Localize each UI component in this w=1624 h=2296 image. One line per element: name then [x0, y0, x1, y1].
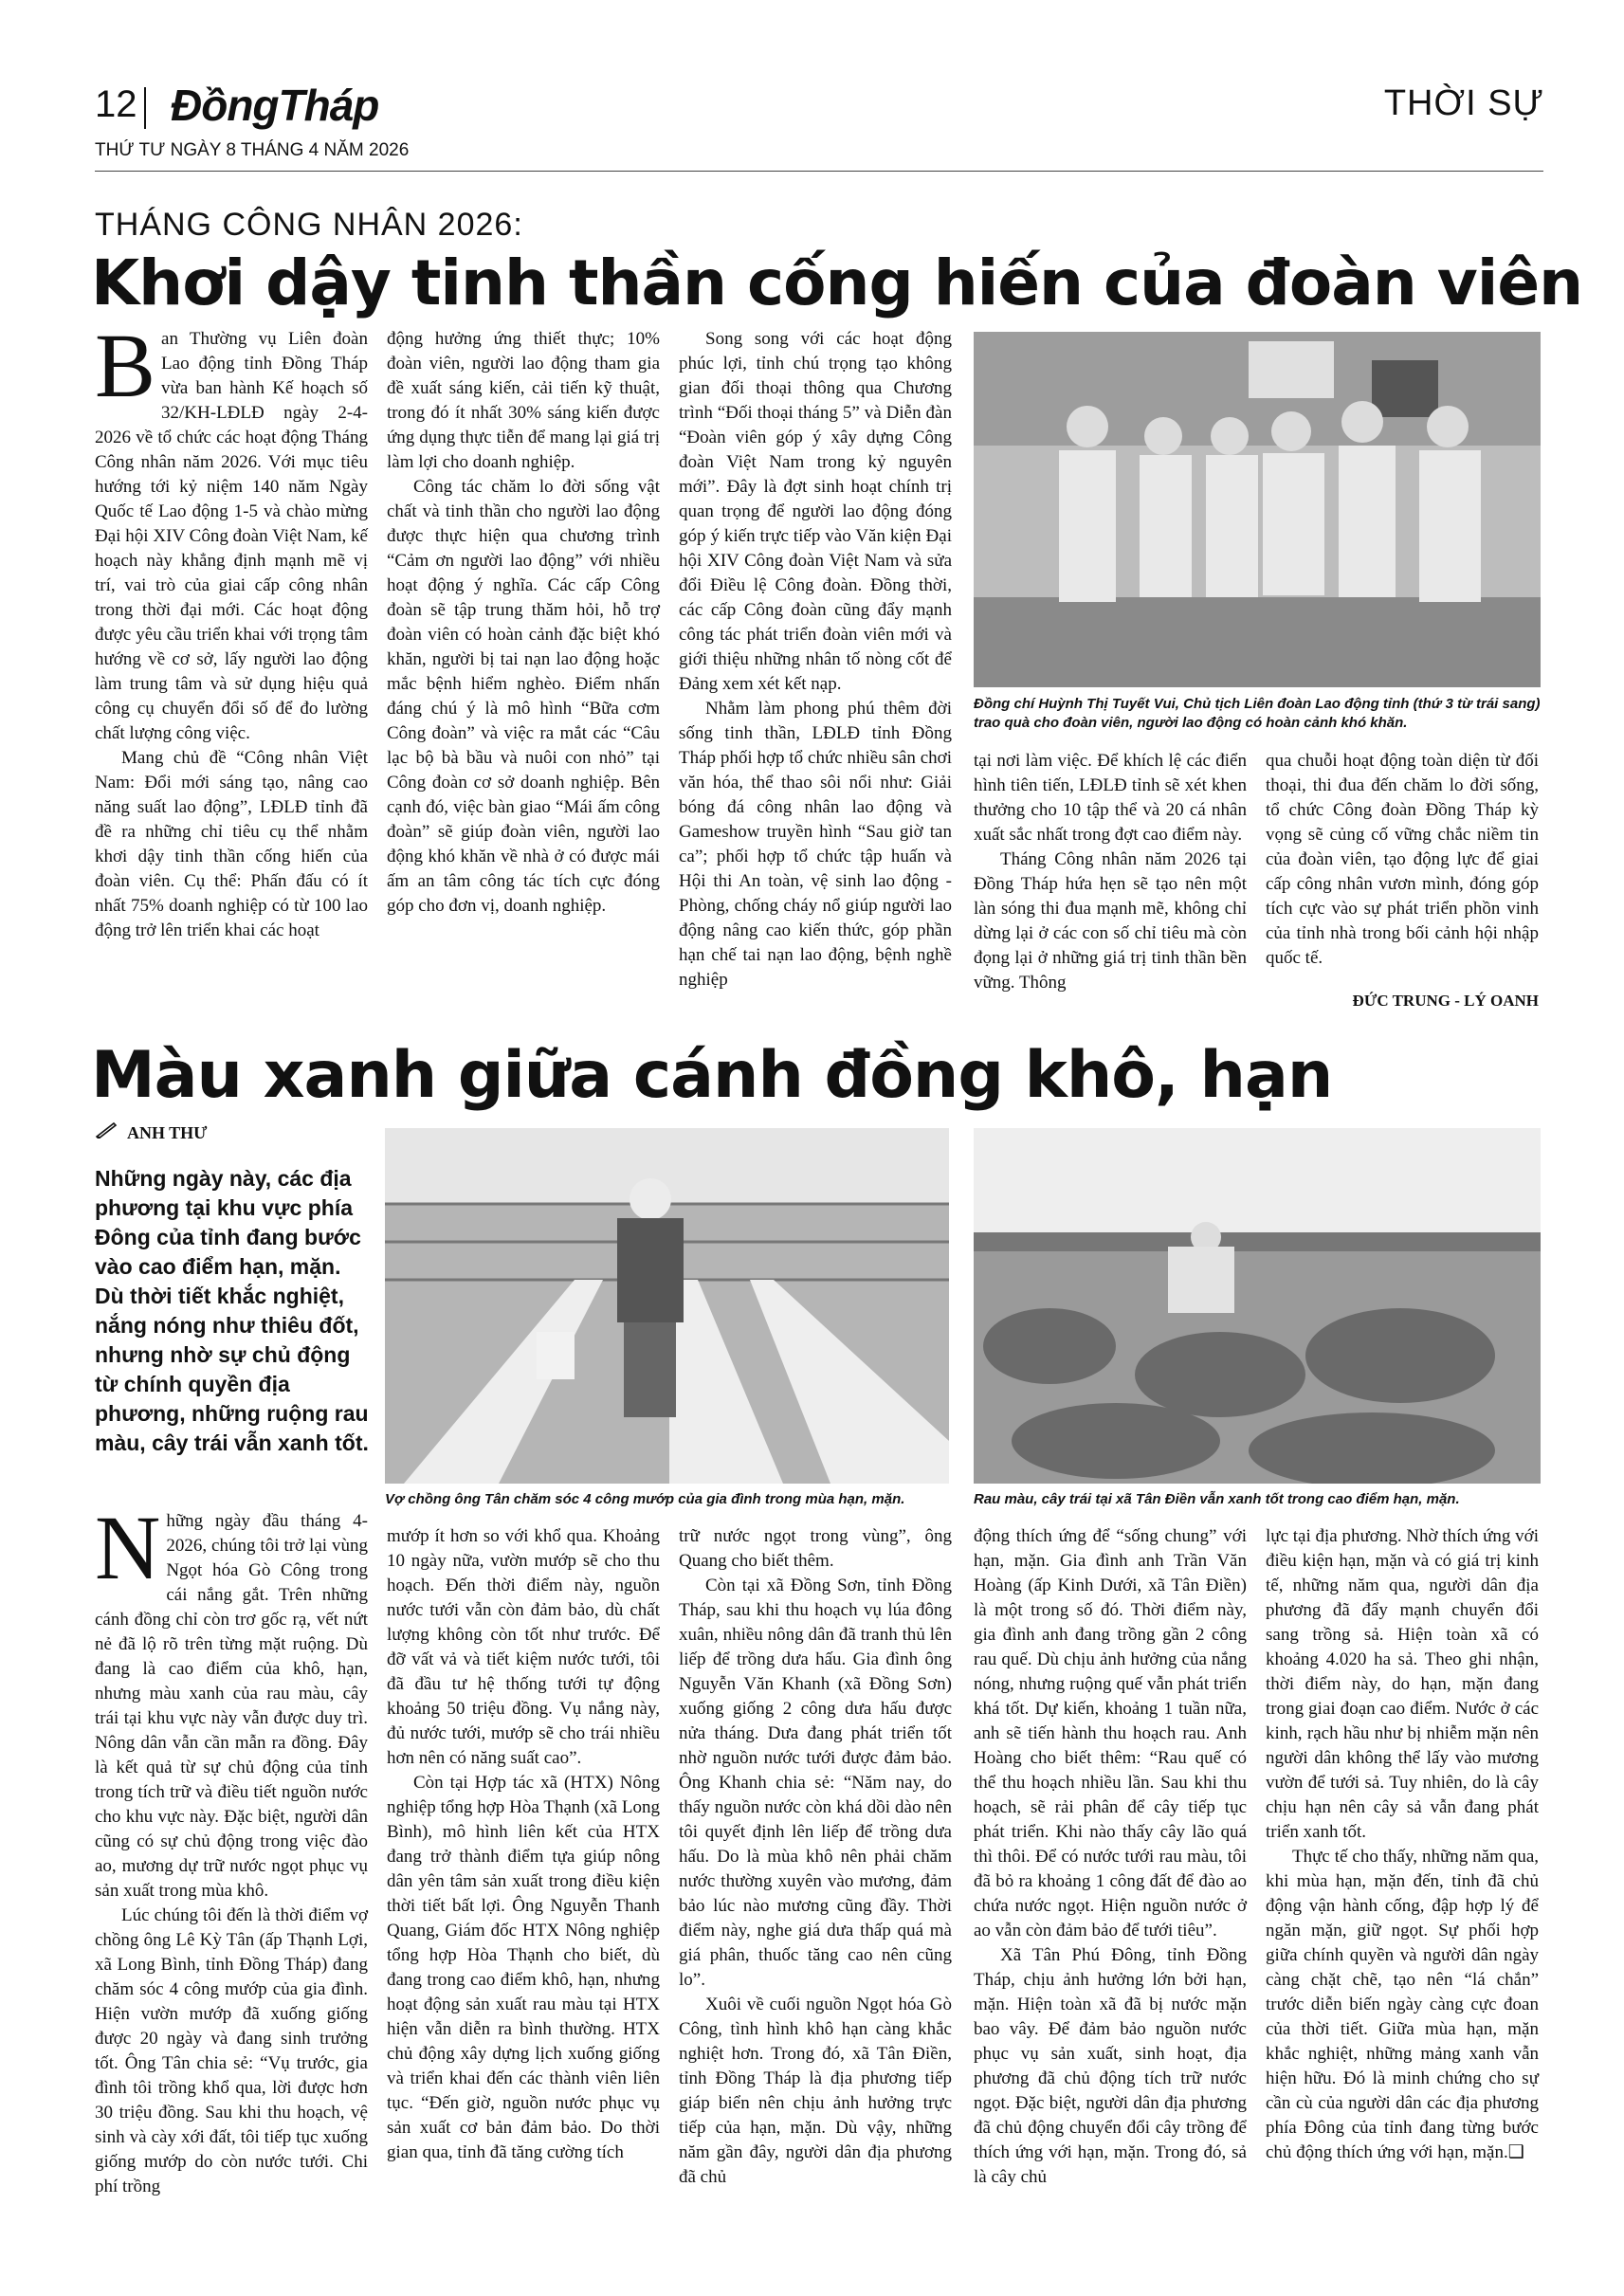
article2-photo-1: [385, 1128, 949, 1484]
paragraph: mướp ít hơn so với khổ qua. Khoảng 10 ngày nữa, vườn mướp sẽ cho thu hoạch. Đến thời điểm này, nguồn nước tưới vẫn còn đảm bảo, dù chất lượng không còn tốt như trước. Để đỡ vất vả và tiết kiệm nước tưới, tôi đã đầu tư hệ thống tưới tự động khoảng 50 triệu đồng. Vụ nắng này, đủ nước tưới, mướp sẽ cho trái nhiều hơn nên có năng suất cao”.: [387, 1526, 660, 1768]
article2-author: [95, 1121, 208, 1143]
paragraph: động thích ứng để “sống chung” với hạn, mặn. Gia đình anh Trần Văn Hoàng (ấp Kinh Dưới, xã Tân Điền) là một trong số đó. Thời điểm này, gia đình anh đang trồng gần 2 công rau quế. Dù chịu ảnh hưởng của nắng nóng, nhưng ruộng quế vẫn phát triển khá tốt. Dự kiến, khoảng 1 tuần nữa, anh sẽ tiến hành thu hoạch rau. Anh Hoàng cho biết thêm: “Rau quế có thể thu hoạch nhiều lần. Sau khi thu hoạch, sẽ rải phân để cây tiếp tục phát triển. Khi nào thấy cây lão quá thì thôi. Để có nước tưới rau màu, tôi đã bỏ ra khoảng 1 công đất để đào ao chứa nước ngọt. Hiện nguồn nước ở ao vẫn còn đảm bảo để tưới tiêu”.: [974, 1526, 1247, 1941]
article2-column-2: [387, 1524, 660, 2165]
section-title: THỜI SỰ: [1383, 83, 1544, 123]
article2-headline: Màu xanh giữa cánh đồng khô, hạn: [91, 1038, 1333, 1113]
paragraph: Mang chủ đề “Công nhân Việt Nam: Đổi mới sáng tạo, nâng cao năng suất lao động”, LĐLĐ tỉnh đã đề ra những chỉ tiêu cụ thể nhằm khơi dậy tinh thần cống hiến của đoàn viên. Cụ thể: Phấn đấu có ít nhất 75% doanh nghiệp có từ 100 lao động trở lên triển khai các hoạt: [95, 748, 368, 940]
paragraph: lực tại địa phương. Nhờ thích ứng với điều kiện hạn, mặn và có giá trị kinh tế, những năm qua, người dân địa phương đã đẩy mạnh chuyển đổi sang trồng sả. Hiện toàn xã có khoảng 4.020 ha sả. Theo ghi nhận, thời điểm này, do hạn, mặn đang trong giai đoạn cao điểm. Nước ở các kinh, rạch hầu như bị nhiễm mặn nên người dân không thể lấy vào mương vườn để tưới sả. Tuy nhiên, do là cây chịu hạn nên cây sả vẫn đang phát triển xanh tốt.: [1266, 1526, 1539, 1842]
pen-icon: [95, 1121, 119, 1143]
paragraph: trữ nước ngọt trong vùng”, ông Quang cho biết thêm.: [679, 1526, 952, 1571]
article1-column-5: [1266, 749, 1539, 971]
paragraph: động hưởng ứng thiết thực; 10% đoàn viên, người lao động tham gia đề xuất sáng kiến, cải tiến kỹ thuật, trong đó ít nhất 30% sáng kiến được ứng dụng thực tiễn để mang lại giá trị làm lợi cho doanh nghiệp.: [387, 329, 660, 472]
article2-photo-1-caption: Vợ chồng ông Tân chăm sóc 4 công mướp của gia đình trong mùa hạn, mặn.: [385, 1491, 905, 1507]
article2-column-4: [974, 1524, 1247, 2190]
paragraph: Xã Tân Phú Đông, tỉnh Đồng Tháp, chịu ảnh hưởng lớn bởi hạn, mặn. Hiện toàn xã đã bị nước mặn bao vây. Để đảm bảo nguồn nước phục vụ sản xuất, sinh hoạt, địa phương đã chủ động tích trữ nước ngọt. Đặc biệt, người dân địa phương đã chủ động chuyển đổi cây trồng để thích ứng với hạn, mặn. Trong đó, sả là cây chủ: [974, 1945, 1247, 2187]
article1-column-1: [95, 315, 368, 943]
article2-lead: Những ngày này, các địa phương tại khu vực phía Đông của tỉnh đang bước vào cao điểm hạn, mặn. Dù thời tiết khắc nghiệt, nắng nóng như thiêu đốt, nhưng nhờ sự chủ động từ chính quyền địa phương, những ruộng rau màu, cây trái vẫn xanh tốt.: [95, 1166, 369, 1455]
group-photo-illustration: [974, 332, 1541, 687]
paragraph: an Thường vụ Liên đoàn Lao động tỉnh Đồng Tháp vừa ban hành Kế hoạch số 32/KH-LĐLĐ ngày 2-4-2026 về tổ chức các hoạt động Tháng Công nhân năm 2026. Với mục tiêu hướng tới kỷ niệm 140 năm Ngày Quốc tế Lao động 1-5 và chào mừng Đại hội XIV Công đoàn Việt Nam, kế hoạch này khẳng định mạnh mẽ vị trí, vai trò của giai cấp công nhân trong thời đại mới. Các hoạt động được yêu cầu triển khai với trọng tâm hướng về cơ sở, lấy người lao động làm trung tâm và sử dụng hiệu quả công cụ chuyển đổi số để đo lường chất lượng công việc.: [95, 329, 368, 743]
paragraph: Công tác chăm lo đời sống vật chất và tinh thần cho người lao động được thực hiện qua chương trình “Cảm ơn người lao động” với nhiều hoạt động ý nghĩa. Các cấp Công đoàn sẽ tập trung thăm hỏi, hỗ trợ đoàn viên có hoàn cảnh đặc biệt khó khăn, người bị tai nạn lao động hoặc mắc bệnh hiểm nghèo. Điểm nhấn đáng chú ý là mô hình “Bữa cơm Công đoàn” và việc ra mắt các “Câu lạc bộ bà bầu và nuôi con nhỏ” tại Công đoàn cơ sở doanh nghiệp. Bên cạnh đó, việc bàn giao “Mái ấm công đoàn” sẽ giúp đoàn viên, người lao động khó khăn về nhà ở có được mái ấm an tâm công tác tích cực đóng góp cho đơn vị, doanh nghiệp.: [387, 477, 660, 916]
page-number-divider: [144, 87, 146, 129]
article1-byline: ĐỨC TRUNG - LÝ OANH: [1352, 992, 1539, 1010]
paragraph: Song song với các hoạt động phúc lợi, tỉnh chú trọng tạo không gian đối thoại thông qua Chương trình “Đối thoại tháng 5” và Diễn đàn “Đoàn viên góp ý xây dựng Công đoàn Việt Nam trong kỷ nguyên mới”. Đây là đợt sinh hoạt chính trị quan trọng để người lao động đóng góp ý kiến trực tiếp vào Văn kiện Đại hội XIV Công đoàn Việt Nam và sửa đổi Điều lệ Công đoàn. Đồng thời, các cấp Công đoàn cũng đẩy mạnh công tác phát triển đoàn viên mới và giới thiệu những nhân tố nòng cốt để Đảng xem xét kết nạp.: [679, 329, 952, 694]
end-mark-icon: ❑: [1507, 2142, 1524, 2162]
article2-photo-2: [974, 1128, 1541, 1484]
paragraph: qua chuỗi hoạt động toàn diện từ đối thoại, thi đua đến chăm lo đời sống, tổ chức Công đoàn Đồng Tháp kỳ vọng sẽ củng cố vững chắc niềm tin của đoàn viên, tạo động lực để giai cấp công nhân vươn mình, đóng góp tích cực vào sự phát triển phồn vinh của tỉnh nhà trong bối cảnh hội nhập quốc tế.: [1266, 751, 1539, 968]
article2-column-3: [679, 1524, 952, 2190]
article2-photo-2-caption: Rau màu, cây trái tại xã Tân Điền vẫn xanh tốt trong cao điểm hạn, mặn.: [974, 1491, 1460, 1507]
paragraph: Nhằm làm phong phú thêm đời sống tinh thần, LĐLĐ tỉnh Đồng Tháp phối hợp tổ chức nhiều sân chơi văn hóa, thể thao sôi nổi như: Giải bóng đá công nhân lao động và Gameshow truyền hình “Sau giờ tan ca”; phối hợp tổ chức tập huấn và Hội thi An toàn, vệ sinh lao động - Phòng, chống cháy nổ giúp người lao động nâng cao kiến thức, góp phần hạn chế tai nạn lao động, bệnh nghề nghiệp: [679, 699, 952, 990]
masthead-logo: ĐồngTháp: [171, 81, 379, 130]
article1-kicker: THÁNG CÔNG NHÂN 2026:: [95, 207, 523, 243]
article1-column-3: [679, 327, 952, 993]
article1-column-2: [387, 327, 660, 919]
header-divider: [95, 171, 1543, 172]
article1-photo: [974, 332, 1541, 687]
paragraph: Xuôi về cuối nguồn Ngọt hóa Gò Công, tình hình khô hạn càng khắc nghiệt hơn. Trong đó, xã Tân Điền, tỉnh Đồng Tháp là địa phương tiếp giáp biển nên chịu ảnh hưởng trực tiếp của hạn, mặn. Dù vậy, những năm gần đây, người dân địa phương đã chủ: [679, 1995, 952, 2187]
article2-column-1: [95, 1497, 368, 2199]
page-number: 12: [95, 83, 137, 125]
paragraph: [1266, 1845, 1539, 2165]
paragraph: Còn tại xã Đồng Sơn, tỉnh Đồng Tháp, sau khi thu hoạch vụ lúa đông xuân, nhiều nông dân đã tranh thủ lên liếp để trồng dưa hấu. Gia đình ông Nguyễn Văn Khanh (xã Đồng Sơn) xuống giống 2 công dưa hấu được nửa tháng. Dưa đang phát triển tốt nhờ nguồn nước tưới được đảm bảo. Ông Khanh chia sẻ: “Năm nay, do thấy nguồn nước còn khá dồi dào nên tôi quyết định lên liếp để trồng dưa hấu. Do là mùa khô nên phải chăm nước thường xuyên vào mương, đảm bảo lúc nào mương cũng đầy. Thời điểm này, nghe giá dưa thấp quá mà giá phân, thuốc tăng cao nên cũng lo”.: [679, 1576, 952, 1990]
article1-column-4: [974, 749, 1247, 995]
article2-dropcap: N: [95, 1497, 161, 1598]
paragraph: Tháng Công nhân năm 2026 tại Đồng Tháp hứa hẹn sẽ tạo nên một làn sóng thi đua mạnh mẽ, không chỉ dừng lại ở các con số chỉ tiêu mà còn đọng lại ở những giá trị tinh thần bền vững. Thông: [974, 849, 1247, 993]
article2-column-5: [1266, 1524, 1539, 2165]
paragraph: hững ngày đầu tháng 4-2026, chúng tôi trở lại vùng Ngọt hóa Gò Công trong cái nắng gắt. Trên những cánh đồng chỉ còn trơ gốc rạ, vết nứt nẻ đã lộ rõ trên từng mặt ruộng. Dù đang là cao điểm của khô, hạn, nhưng màu xanh của rau màu, cây trái tại khu vực này vẫn được duy trì. Nông dân vẫn cần mẫn ra đồng. Đây là kết quả từ sự chủ động của tỉnh trong tích trữ và điều tiết nguồn nước cho khu vực này. Đặc biệt, người dân cũng có sự chủ động trong việc đào ao, mương dự trữ nước ngọt phục vụ sản xuất trong mùa khô.: [95, 1511, 368, 1901]
paragraph-text: Thực tế cho thấy, những năm qua, khi mùa hạn, mặn đến, tỉnh đã chủ động vận hành cống, đập hợp lý để ngăn mặn, giữ ngọt. Sự phối hợp giữa chính quyền và người dân ngày càng chặt chẽ, tạo nên “lá chắn” trước diễn biến ngày càng cực đoan của thời tiết. Giữa mùa hạn, mặn khắc nghiệt, những mảng xanh vẫn hiện hữu. Đó là minh chứng cho sự cần cù của người dân các địa phương phía Đông của tỉnh đang từng bước chủ động thích ứng với hạn, mặn.: [1266, 1847, 1539, 2162]
article1-headline: Khơi dậy tinh thần cống hiến của đoàn viên: [91, 246, 1583, 319]
paragraph: Còn tại Hợp tác xã (HTX) Nông nghiệp tổng hợp Hòa Thạnh (xã Long Bình), mô hình liên kết của HTX đang trở thành điểm tựa giúp nông dân yên tâm sản xuất trong điều kiện thời tiết bất lợi. Ông Nguyễn Thanh Quang, Giám đốc HTX Nông nghiệp tổng hợp Hòa Thạnh cho biết, dù đang trong cao điểm khô, hạn, nhưng hoạt động sản xuất rau màu tại HTX hiện vẫn diễn ra bình thường. HTX chủ động xây dựng lịch xuống giống và triển khai đến các thành viên liên tục. “Đến giờ, nguồn nước phục vụ sản xuất cơ bản đảm bảo. Do thời gian qua, tỉnh đã tăng cường tích: [387, 1773, 660, 2162]
paragraph: Lúc chúng tôi đến là thời điểm vợ chồng ông Lê Kỳ Tân (ấp Thạnh Lợi, xã Long Bình, tỉnh Đồng Tháp) đang chăm sóc 4 công mướp của gia đình. Hiện vườn mướp đã xuống giống được 20 ngày và đang sinh trưởng tốt. Ông Tân chia sẻ: “Vụ trước, gia đình tôi trồng khổ qua, lời được hơn 30 triệu đồng. Sau khi thu hoạch, vệ sinh và cày xới đất, tôi tiếp tục xuống giống mướp do còn nước tưới. Chi phí trồng: [95, 1905, 368, 2196]
article1-dropcap: B: [95, 315, 156, 416]
paragraph: tại nơi làm việc. Để khích lệ các điển hình tiên tiến, LĐLĐ tỉnh sẽ xét khen thưởng cho 10 tập thể và 20 cá nhân xuất sắc nhất trong đợt cao điểm này.: [974, 751, 1247, 845]
issue-date: THỨ TƯ NGÀY 8 THÁNG 4 NĂM 2026: [95, 140, 410, 160]
farm-photo-illustration: [385, 1128, 949, 1484]
article1-photo-caption: Đồng chí Huỳnh Thị Tuyết Vui, Chủ tịch Liên đoàn Lao động tỉnh (thứ 3 từ trái sang) trao quà cho đoàn viên, người lao động có hoàn cảnh khó khăn.: [974, 696, 1541, 731]
author-name: ANH THƯ: [127, 1123, 208, 1142]
vegetable-field-illustration: [974, 1128, 1541, 1484]
